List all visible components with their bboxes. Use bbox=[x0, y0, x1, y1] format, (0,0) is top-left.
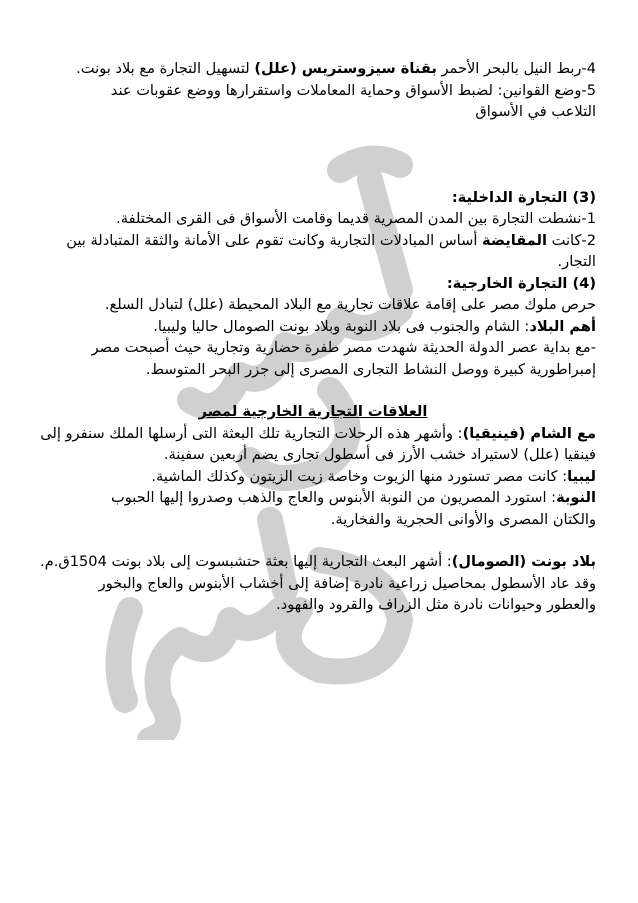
punt-line-2: وقد عاد الأسطول بمحاصيل زراعية نادرة إضافة إلى أخشاب الأبنوس والعاج والبخور bbox=[98, 574, 596, 592]
main-countries-label: أهم البلاد bbox=[529, 317, 596, 335]
relations-heading: العلاقات التجارية الخارجية لمصر bbox=[198, 403, 428, 420]
item-4-rest: لتسهيل التجارة مع بلاد بونت. bbox=[76, 60, 255, 77]
punt-line-3: والعطور وحيوانات نادرة مثل الزراف والقرود والفهود. bbox=[276, 596, 596, 613]
libya-text: : كانت مصر تستورد منها الزيوت وخاصة زيت الزيتون وكذلك الماشية. bbox=[151, 467, 568, 485]
external-trade-line-3: -مع بداية عصر الدولة الحديثة شهدت مصر طفرة حضارية وتجارية حيث أصبحت مصر bbox=[91, 339, 596, 356]
item-4-highlight: بقناة سيزوستريس (علل) bbox=[254, 60, 437, 77]
nubia-line-2: والكتان المصرى والأوانى الحجرية والفخارية. bbox=[330, 510, 596, 528]
item-5-line-2: التلاعب في الأسواق bbox=[475, 103, 596, 120]
internal-trade-item-1: 1-نشطت التجارة بين المدن المصرية قديما وقامت الأسواق فى القرى المختلفة. bbox=[116, 210, 596, 227]
internal-trade-item-2-cont: التجار. bbox=[557, 253, 596, 270]
nubia-line-1 bbox=[30, 487, 596, 509]
barter-term: المقايضة bbox=[482, 231, 547, 249]
item-5-line-1: 5-وضع القوانين: لضبط الأسواق وحماية المعاملات واستقرارها ووضع عقوبات عند bbox=[110, 81, 596, 99]
main-countries-text: : الشام والجنوب فى بلاد النوبة وبلاد بونت الصومال حاليا وليبيا. bbox=[153, 317, 530, 335]
sham-line-1 bbox=[30, 423, 596, 445]
punt-label: بلاد بونت (الصومال) bbox=[451, 553, 596, 570]
internal-trade-item-2-rest: أساس المبادلات التجارية وكانت تقوم على الأمانة والثقة المتبادلة بين bbox=[66, 231, 483, 249]
sham-text: : وأشهر هذه الرحلات التجارية تلك البعثة التى أرسلها الملك سنفرو إلى bbox=[40, 424, 463, 442]
item-4-line bbox=[30, 58, 596, 80]
external-trade-line-4: إمبراطورية كبيرة ووصل النشاط التجارى المصرى إلى جزر البحر المتوسط. bbox=[145, 360, 596, 378]
external-trade-heading: (4) التجارة الخارجية: bbox=[446, 274, 596, 292]
external-trade-line-2 bbox=[30, 316, 596, 338]
external-trade-line-1: حرص ملوك مصر على إقامة علاقات تجارية مع البلاد المحيطة (علل) لتبادل السلع. bbox=[104, 296, 596, 313]
sham-line-2: فينقيا (علل) لاستيراد خشب الأرز فى أسطول تجارى يضم أربعين سفينة. bbox=[163, 446, 596, 463]
internal-trade-item-2-prefix: 2-كانت bbox=[547, 231, 596, 249]
nubia-text: : استورد المصريون من النوبة الأبنوس والعاج والذهب وصدروا إليها الحبوب bbox=[110, 489, 557, 506]
libya-label: ليبيا bbox=[567, 467, 596, 485]
libya-line bbox=[30, 466, 596, 488]
nubia-label: النوبة bbox=[556, 489, 596, 506]
punt-line-1 bbox=[30, 551, 596, 573]
sham-label: مع الشام (فينيقيا) bbox=[462, 424, 596, 442]
item-4-text: 4-ربط النيل بالبحر الأحمر bbox=[436, 60, 596, 77]
internal-trade-item-2 bbox=[30, 230, 596, 252]
punt-text: : أشهر البعث التجارية إليها بعثة حتشبسوت إلى بلاد بونت 1504ق.م. bbox=[40, 553, 452, 570]
internal-trade-heading: (3) التجارة الداخلية: bbox=[451, 188, 596, 206]
